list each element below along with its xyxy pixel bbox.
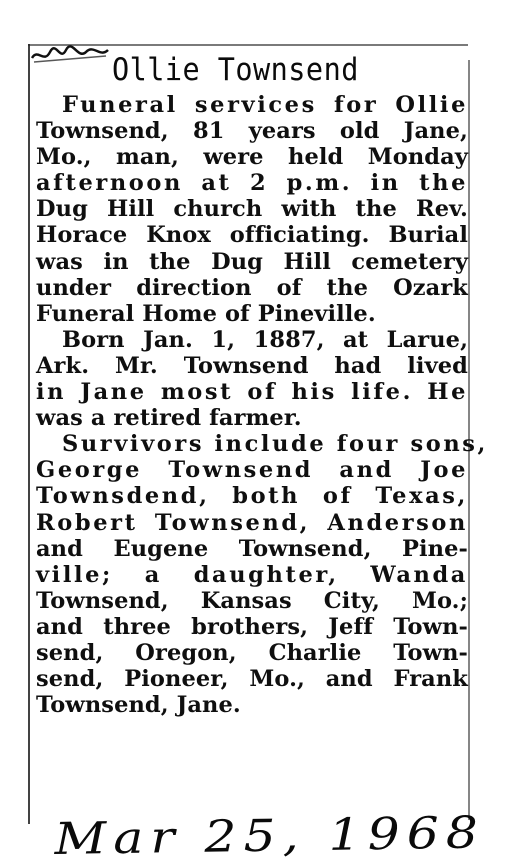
obituary-headline: Ollie Townsend — [112, 52, 359, 88]
text-line: Townsend, Jane. — [36, 692, 241, 719]
clipping-left-edge — [28, 44, 30, 824]
obituary-body — [36, 92, 488, 719]
text-line: send, Oregon, Charlie Town- — [36, 639, 468, 666]
text-line: and three brothers, Jeff Town- — [36, 613, 468, 640]
text-line: Robert Townsend, Anderson — [36, 509, 468, 536]
text-line: in Jane most of his life. He — [36, 379, 468, 406]
text-line: Dug Hill church with the Rev. — [36, 196, 468, 223]
text-line: Survivors include four sons, — [62, 431, 488, 458]
text-line: Townsdend, both of Texas, — [36, 483, 468, 510]
text-line: send, Pioneer, Mo., and Frank — [36, 666, 468, 693]
text-line: afternoon at 2 p.m. in the — [36, 170, 468, 197]
text-line: Ark. Mr. Townsend had lived — [36, 352, 468, 379]
text-line: Funeral services for Ollie — [62, 92, 468, 118]
handwritten-date: Mar 25, 1968 — [54, 807, 486, 865]
text-line: ville; a daughter, Wanda — [36, 561, 468, 588]
text-line: under direction of the Ozark — [36, 274, 468, 301]
text-line: Townsend, 81 years old Jane, — [36, 118, 468, 145]
text-line: Mo., man, were held Monday — [36, 144, 468, 171]
text-line: was a retired farmer. — [36, 405, 302, 432]
text-line: and Eugene Townsend, Pine- — [36, 535, 468, 562]
text-line: was in the Dug Hill cemetery — [36, 248, 468, 275]
text-line: Townsend, Kansas City, Mo.; — [36, 587, 468, 614]
text-line: Born Jan. 1, 1887, at Larue, — [62, 326, 468, 353]
text-line: Horace Knox officiating. Burial — [36, 222, 468, 249]
text-line: George Townsend and Joe — [36, 457, 468, 484]
text-line: Funeral Home of Pineville. — [36, 300, 376, 327]
scribble-mark — [30, 44, 110, 66]
